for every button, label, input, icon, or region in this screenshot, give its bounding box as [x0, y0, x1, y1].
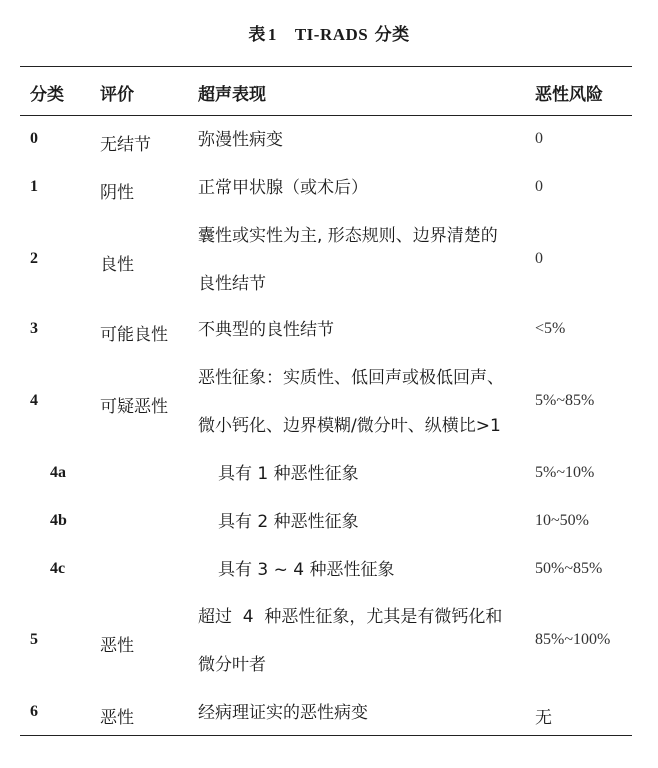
row-risk: 无 [535, 708, 552, 728]
table-bottom-rule [20, 735, 632, 736]
row-ultrasound-line: 微分叶者 [198, 655, 266, 675]
row-risk: 85%~100% [535, 631, 611, 648]
header-risk: 恶性风险 [535, 85, 603, 105]
row-ultrasound [198, 368, 504, 464]
row-category: 2 [30, 250, 38, 267]
table-title-prefix: 表 [248, 25, 266, 45]
table-title-number: 1 [267, 25, 277, 44]
row-ultrasound-line: 微小钙化、边界模糊/微分叶、纵横比>1 [198, 416, 501, 436]
header-category: 分类 [30, 85, 64, 105]
row-ultrasound [198, 178, 368, 226]
row-risk: 5%~10% [535, 464, 595, 481]
row-category: 3 [30, 320, 38, 337]
row-ultrasound-line: 超过 4 种恶性征象，尤其是有微钙化和 [198, 607, 503, 627]
row-ultrasound-line: 不典型的良性结节 [198, 320, 334, 340]
row-evaluation: 良性 [100, 255, 134, 275]
row-category: 4a [50, 464, 66, 481]
row-ultrasound-line: 恶性征象：实质性、低回声或极低回声、 [198, 368, 504, 388]
row-ultrasound-line: 具有 2 种恶性征象 [218, 512, 359, 532]
table-title [0, 20, 658, 45]
row-category: 4b [50, 512, 67, 529]
row-ultrasound [218, 512, 359, 560]
row-category: 5 [30, 631, 38, 648]
row-ultrasound-line: 囊性或实性为主, 形态规则、边界清楚的 [198, 226, 498, 246]
table-top-rule [20, 66, 632, 67]
row-risk: 0 [535, 130, 543, 147]
row-risk: 0 [535, 178, 543, 195]
table-header-rule [20, 115, 632, 116]
row-evaluation: 可能良性 [100, 325, 168, 345]
row-evaluation: 恶性 [100, 708, 134, 728]
row-ultrasound-line: 弥漫性病变 [198, 130, 283, 150]
row-risk: 5%~85% [535, 392, 595, 409]
row-category: 0 [30, 130, 38, 147]
header-ultrasound: 超声表现 [198, 85, 266, 105]
row-evaluation: 无结节 [100, 135, 151, 155]
row-ultrasound [198, 226, 498, 322]
row-ultrasound [198, 703, 368, 751]
row-risk: 0 [535, 250, 543, 267]
row-category: 1 [30, 178, 38, 195]
row-category: 6 [30, 703, 38, 720]
row-ultrasound-line: 良性结节 [198, 274, 266, 294]
row-category: 4 [30, 392, 38, 409]
table-title-name-cn: 分类 [374, 25, 410, 45]
row-ultrasound-line: 具有 1 种恶性征象 [218, 464, 359, 484]
row-risk: 10~50% [535, 512, 589, 529]
row-ultrasound [198, 320, 334, 368]
row-risk: <5% [535, 320, 566, 337]
row-evaluation: 可疑恶性 [100, 397, 168, 417]
header-evaluation: 评价 [100, 85, 134, 105]
row-ultrasound [218, 464, 359, 512]
row-risk: 50%~85% [535, 560, 603, 577]
row-ultrasound [198, 607, 502, 703]
row-evaluation: 阴性 [100, 183, 134, 203]
row-ultrasound [198, 130, 283, 178]
row-evaluation: 恶性 [100, 636, 134, 656]
row-category: 4c [50, 560, 66, 577]
table-title-name-en: TI-RADS [294, 25, 369, 44]
row-ultrasound [218, 560, 395, 608]
row-ultrasound-line: 经病理证实的恶性病变 [198, 703, 368, 723]
row-ultrasound-line: 具有 3 ~ 4 种恶性征象 [218, 560, 395, 580]
row-ultrasound-line: 正常甲状腺（或术后） [198, 178, 368, 198]
